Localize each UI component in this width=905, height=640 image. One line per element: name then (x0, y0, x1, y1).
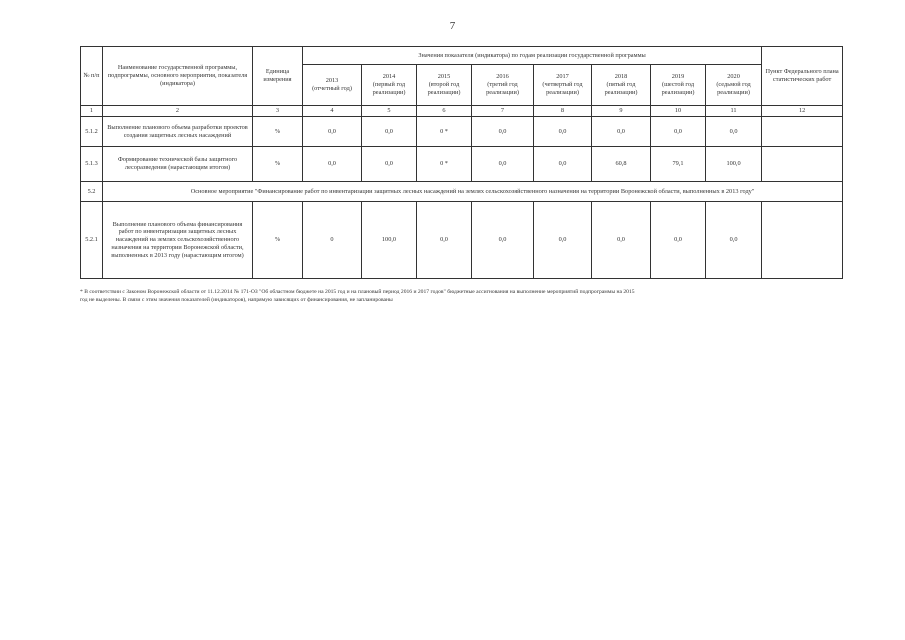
main-event-title: Основное мероприятие "Финансирование работ по инвентаризации защитных лесных насаждений на землях сельскохозяйственного назначения на территории Воронежской области, выполненных в 2013 году" (103, 182, 843, 202)
header-year (534, 65, 592, 106)
column-number: 7 (472, 106, 534, 117)
header-year-note: (шестой год реализации) (661, 81, 695, 96)
indicator-name: Выполнение планового объема разработки проектов создания защитных лесных насаждений (103, 117, 253, 147)
indicator-value: 100,0 (706, 147, 762, 182)
indicator-value: 0,0 (472, 147, 534, 182)
column-number: 9 (592, 106, 651, 117)
indicator-value: 0,0 (651, 117, 706, 147)
row-number: 5.2.1 (81, 202, 103, 279)
indicators-table (80, 46, 843, 279)
header-year-note: (первый год реализации) (372, 81, 406, 96)
indicator-value: 0,0 (472, 117, 534, 147)
page-number: 7 (449, 20, 456, 32)
table-row (81, 147, 843, 182)
indicator-unit: % (253, 202, 303, 279)
footnote-line: * В соответствии с Законом Воронежской области от 11.12.2014 № 171-ОЗ "Об областном бюджете на 2015 год и на плановый период 2016 и 2017 годов" бюджетные ассигнования на выполнение мероприятий подпрограммы на 2015 (80, 289, 635, 295)
footnote-line: год не выделены. В связи с этим значения показателей (индикаторов), напрямую зависящих от финансирования, не запланированы (80, 297, 393, 304)
row-number: 5.1.3 (81, 147, 103, 182)
footnote (80, 288, 848, 304)
header-values-group: Значения показателя (индикатора) по годам реализации государственной программы (303, 47, 762, 65)
header-year-note: (седьмой год реализации) (716, 81, 751, 96)
federal-plan-cell (762, 147, 843, 182)
column-number: 1 (81, 106, 103, 117)
header-year-value: 2017 (556, 73, 569, 81)
column-number: 11 (706, 106, 762, 117)
header-year (706, 65, 762, 106)
indicator-unit: % (253, 117, 303, 147)
indicator-value: 0,0 (303, 117, 362, 147)
indicator-value: 0,0 (534, 202, 592, 279)
federal-plan-cell (762, 117, 843, 147)
indicator-value: 100,0 (362, 202, 417, 279)
indicator-value: 0,0 (534, 117, 592, 147)
column-number: 12 (762, 106, 843, 117)
indicator-name: Выполнение планового объема финансирования работ по инвентаризации защитных лесных насаждений на землях сельскохозяйственного назначения на территории Воронежской области, выполненных в 2013 году (нарастающим итогом) (103, 202, 253, 279)
header-year (592, 65, 651, 106)
header-year (362, 65, 417, 106)
indicator-value: 0,0 (592, 117, 651, 147)
header-year-value: 2015 (437, 73, 451, 81)
indicator-value: 0,0 (362, 117, 417, 147)
indicator-value: 79,1 (651, 147, 706, 182)
column-number: 3 (253, 106, 303, 117)
column-number: 10 (651, 106, 706, 117)
header-year-note: (отчетный год) (312, 85, 352, 92)
column-number: 2 (103, 106, 253, 117)
indicator-value: 0,0 (472, 202, 534, 279)
table-row (81, 117, 843, 147)
federal-plan-cell (762, 202, 843, 279)
header-year (472, 65, 534, 106)
indicator-name: Формирование технической базы защитного лесоразведения (нарастающим итогом) (103, 147, 253, 182)
header-year-note: (четвертый год реализации) (542, 81, 583, 96)
header-year (417, 65, 472, 106)
indicator-value: 0,0 (706, 117, 762, 147)
header-year-note: (пятый год реализации) (604, 81, 638, 96)
header-name: Наименование государственной программы, подпрограммы, основного мероприятия, показателя (индикатора) (103, 47, 253, 106)
column-number: 5 (362, 106, 417, 117)
header-unit: Единица измерения (253, 47, 303, 106)
indicator-value: 0 (303, 202, 362, 279)
header-federal-plan: Пункт Федерального плана статистических работ (762, 47, 843, 106)
row-number: 5.1.2 (81, 117, 103, 147)
column-number-row (81, 106, 843, 117)
indicator-value: 0,0 (303, 147, 362, 182)
column-number: 8 (534, 106, 592, 117)
table-row (81, 202, 843, 279)
header-year-value: 2013 (325, 77, 339, 85)
indicator-unit: % (253, 147, 303, 182)
header-year-value: 2014 (382, 73, 396, 81)
header-year-note: (третий год реализации) (486, 81, 519, 96)
header-num: № п/п (81, 47, 103, 106)
indicator-value: 60,8 (592, 147, 651, 182)
indicator-value: 0,0 (592, 202, 651, 279)
header-year-value: 2019 (671, 73, 685, 81)
indicator-value: 0,0 (651, 202, 706, 279)
indicator-value: 0,0 (362, 147, 417, 182)
header-year-value: 2016 (496, 73, 509, 81)
indicator-value: 0 * (417, 147, 472, 182)
header-row-group (81, 47, 843, 65)
indicator-value: 0,0 (417, 202, 472, 279)
row-number: 5.2 (81, 182, 103, 202)
column-number: 6 (417, 106, 472, 117)
column-number: 4 (303, 106, 362, 117)
indicator-value: 0,0 (534, 147, 592, 182)
header-year (303, 65, 362, 106)
header-year (651, 65, 706, 106)
main-event-row (81, 182, 843, 202)
header-year-value: 2018 (614, 73, 628, 81)
header-year-value: 2020 (727, 73, 740, 81)
header-year-note: (второй год реализации) (427, 81, 461, 96)
indicator-value: 0 * (417, 117, 472, 147)
indicator-value: 0,0 (706, 202, 762, 279)
